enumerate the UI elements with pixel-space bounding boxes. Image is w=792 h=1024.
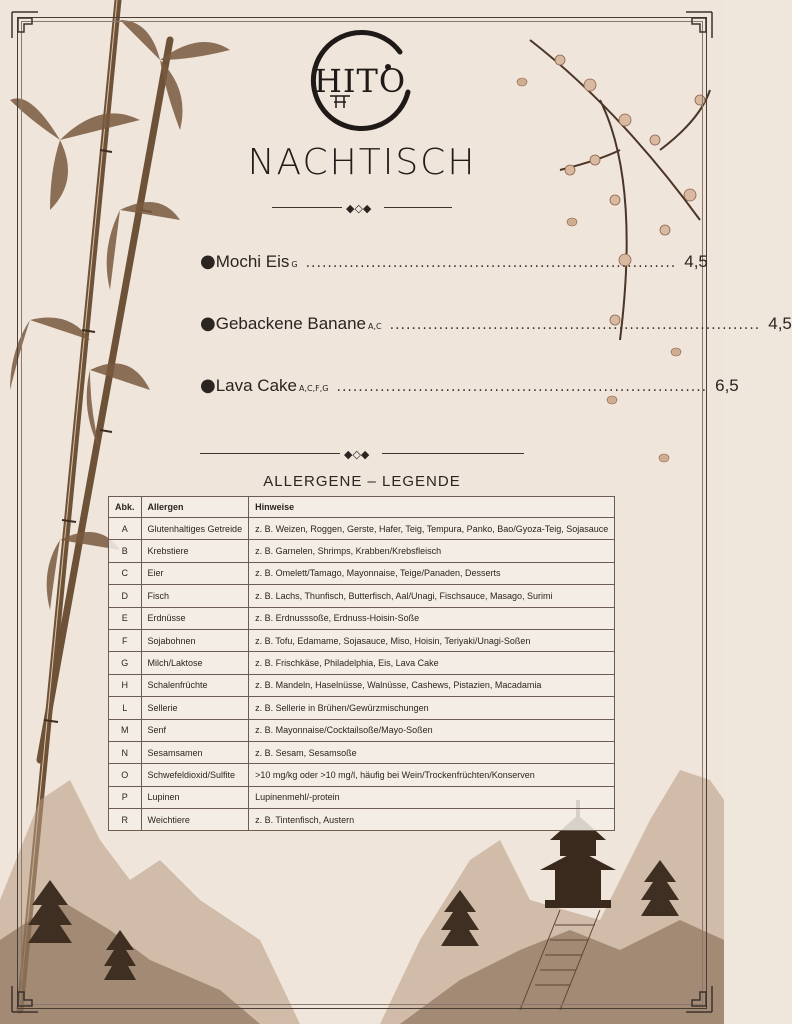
allergen-name-cell: Weichtiere [141, 809, 249, 831]
allergen-note-cell: z. B. Garnelen, Shrimps, Krabben/Krebsfleisch [249, 540, 615, 562]
allergen-name-cell: Krebstiere [141, 540, 249, 562]
corner-ornament-icon [10, 10, 40, 40]
item-name: Lava Cake [215, 376, 297, 395]
table-row [109, 697, 615, 719]
table-row [109, 585, 615, 607]
allergen-code-cell: H [109, 674, 142, 696]
allergen-name-cell: Eier [141, 562, 249, 584]
bullet-icon: ● [200, 251, 216, 272]
allergen-table [108, 496, 615, 831]
allergen-note-cell: z. B. Tintenfisch, Austern [249, 809, 615, 831]
menu-item [200, 372, 739, 400]
allergen-note-cell: z. B. Sellerie in Brühen/Gewürzmischungen [249, 697, 615, 719]
allergen-name-cell: Lupinen [141, 786, 249, 808]
allergen-name-cell: Erdnüsse [141, 607, 249, 629]
allergen-note-cell: z. B. Frischkäse, Philadelphia, Eis, Lava Cake [249, 652, 615, 674]
allergen-note-cell: z. B. Tofu, Edamame, Sojasauce, Miso, Hoisin, Teriyaki/Unagi-Soßen [249, 629, 615, 651]
table-row [109, 809, 615, 831]
item-allergen-codes: G [291, 260, 298, 269]
allergen-code-cell: E [109, 607, 142, 629]
allergen-code-cell: N [109, 741, 142, 763]
column-header: Abk. [109, 497, 142, 518]
allergen-code-cell: M [109, 719, 142, 741]
column-header: Hinweise [249, 497, 615, 518]
dot-leader: .................................................................... [389, 317, 761, 333]
corner-ornament-icon [10, 984, 40, 1014]
column-header: Allergen [141, 497, 249, 518]
logo-wordmark: HITO [313, 62, 407, 100]
allergen-table-body [109, 518, 615, 831]
item-price: 4,5 [768, 314, 792, 333]
allergen-note-cell: z. B. Erdnusssoße, Erdnuss-Hoisin-Soße [249, 607, 615, 629]
legend-divider: ◆◇◆ [200, 448, 524, 460]
allergen-code-cell: A [109, 518, 142, 540]
allergen-code-cell: L [109, 697, 142, 719]
allergen-note-cell: z. B. Mandeln, Haselnüsse, Walnüsse, Cashews, Pistazien, Macadamia [249, 674, 615, 696]
menu-item [200, 248, 708, 276]
dot-leader: .................................................................... [336, 379, 708, 395]
menu-item [200, 310, 792, 338]
table-header-row [109, 497, 615, 518]
allergen-code-cell: F [109, 629, 142, 651]
allergen-code-cell: P [109, 786, 142, 808]
brand-logo [300, 22, 420, 132]
table-row [109, 518, 615, 540]
allergen-note-cell: z. B. Omelett/Tamago, Mayonnaise, Teige/Panaden, Desserts [249, 562, 615, 584]
allergen-name-cell: Fisch [141, 585, 249, 607]
allergen-name-cell: Schalenfrüchte [141, 674, 249, 696]
allergen-note-cell: Lupinenmehl/-protein [249, 786, 615, 808]
allergen-note-cell: z. B. Weizen, Roggen, Gerste, Hafer, Teig, Tempura, Panko, Bao/Gyoza-Teig, Sojasauce [249, 518, 615, 540]
bullet-icon: ● [200, 313, 216, 334]
bullet-icon: ● [200, 375, 216, 396]
allergen-note-cell: z. B. Sesam, Sesamsoße [249, 741, 615, 763]
corner-ornament-icon [684, 984, 714, 1014]
allergen-note-cell: z. B. Lachs, Thunfisch, Butterfisch, Aal/Unagi, Fischsauce, Masago, Surimi [249, 585, 615, 607]
allergen-code-cell: O [109, 764, 142, 786]
allergen-name-cell: Glutenhaltiges Getreide [141, 518, 249, 540]
allergen-name-cell: Senf [141, 719, 249, 741]
item-name: Gebackene Banane [215, 314, 367, 333]
table-row [109, 764, 615, 786]
item-allergen-codes: A,C,F,G [299, 384, 329, 393]
corner-ornament-icon [684, 10, 714, 40]
legend-title: ALLERGENE – LEGENDE [263, 473, 461, 490]
item-name: Mochi Eis [215, 252, 290, 271]
table-row [109, 607, 615, 629]
table-row [109, 719, 615, 741]
allergen-note-cell: z. B. Mayonnaise/Cocktailsoße/Mayo-Soßen [249, 719, 615, 741]
allergen-note-cell: >10 mg/kg oder >10 mg/l, häufig bei Wein/Trockenfrüchten/Konserven [249, 764, 615, 786]
title-divider: ◆◇◆ [272, 202, 452, 214]
table-row [109, 674, 615, 696]
table-row [109, 629, 615, 651]
allergen-name-cell: Schwefeldioxid/Sulfite [141, 764, 249, 786]
allergen-name-cell: Sellerie [141, 697, 249, 719]
page-title: NACHTISCH [247, 142, 477, 183]
dot-leader: .................................................................... [305, 255, 677, 271]
item-price: 4,5 [684, 252, 708, 271]
allergen-code-cell: D [109, 585, 142, 607]
allergen-code-cell: C [109, 562, 142, 584]
item-price: 6,5 [715, 376, 739, 395]
allergen-code-cell: G [109, 652, 142, 674]
allergen-name-cell: Sojabohnen [141, 629, 249, 651]
table-row [109, 786, 615, 808]
item-allergen-codes: A,C [368, 322, 382, 331]
allergen-code-cell: B [109, 540, 142, 562]
allergen-name-cell: Sesamsamen [141, 741, 249, 763]
table-row [109, 652, 615, 674]
table-row [109, 562, 615, 584]
allergen-code-cell: R [109, 809, 142, 831]
table-row [109, 741, 615, 763]
allergen-name-cell: Milch/Laktose [141, 652, 249, 674]
table-row [109, 540, 615, 562]
